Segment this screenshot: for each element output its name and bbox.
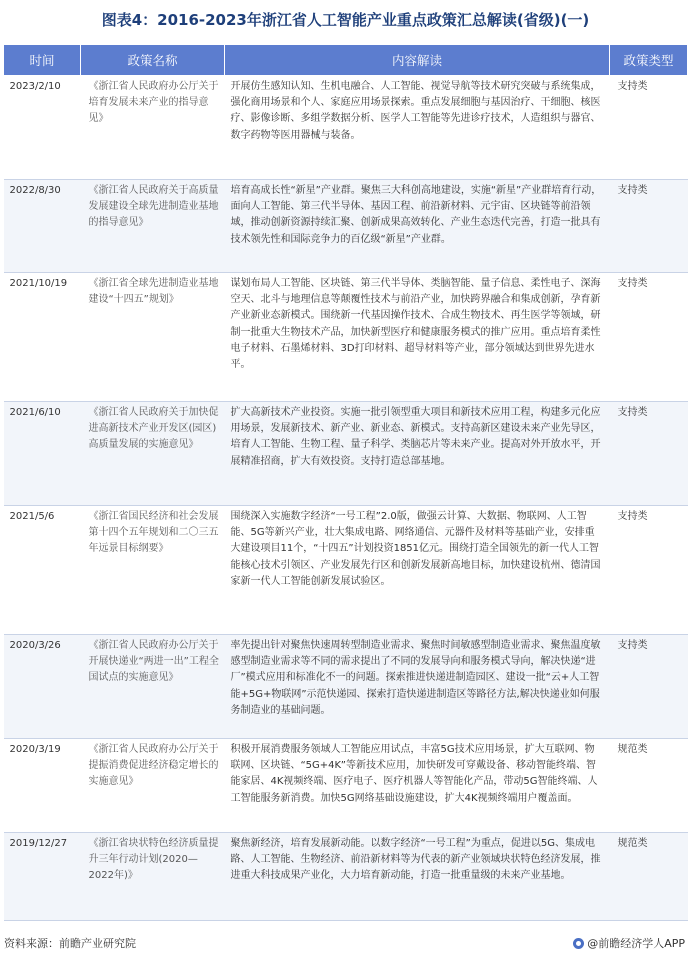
cell-date: 2021/5/6 — [4, 506, 81, 635]
cell-type: 支持类 — [610, 635, 688, 739]
cell-policy: 《浙江省人民政府办公厅关于培育发展未来产业的指导意见》 — [81, 76, 225, 180]
policy-table — [3, 44, 688, 921]
table-row — [4, 635, 688, 739]
cell-type: 规范类 — [610, 833, 688, 921]
cell-policy: 《浙江省块状特色经济质量提升三年行动计划(2020—2022年)》 — [81, 833, 225, 921]
cell-content: 谋划布局人工智能、区块链、第三代半导体、类脑智能、量子信息、柔性电子、深海空天、北斗与地理信息等颠覆性技术与前沿产业，加快跨界融合和集成创新，孕育新产业新业态新模式。围绕新一代基因操作技术、合成生物技术、再生医学等领域，研制一批重大生物技术产品，加快新型医疗和健康服务模式的推广应用。重点培育柔性电子材料、石墨烯材料、3D打印材料、超导材料等产业，部分领域达到世界先进水平。 — [225, 273, 610, 402]
brand-credit — [573, 935, 685, 951]
cell-policy: 《浙江省人民政府办公厅关于开展快递业“两进一出”工程全国试点的实施意见》 — [81, 635, 225, 739]
cell-content: 扩大高新技术产业投资。实施一批引领型重大项目和新技术应用工程，构建多元化应用场景，发展新技术、新产业、新业态、新模式。支持高新区建设未来产业先导区，培育人工智能、生物工程、量子科学、类脑芯片等未来产业。提高对外开放水平，开展精准招商，扩大有效投资。支持打造总部基地。 — [225, 402, 610, 506]
chart-title: 图表4：2016-2023年浙江省人工智能产业重点政策汇总解读(省级)(一) — [101, 11, 590, 29]
brand-text: @前瞻经济学人APP — [587, 937, 685, 950]
header-content: 内容解读 — [225, 45, 610, 76]
cell-date: 2020/3/19 — [4, 739, 81, 833]
cell-date: 2023/2/10 — [4, 76, 81, 180]
table-row — [4, 739, 688, 833]
cell-type: 支持类 — [610, 76, 688, 180]
header-date: 时间 — [4, 45, 81, 76]
qianzhan-logo-icon — [573, 938, 584, 949]
table-row — [4, 273, 688, 402]
table-row — [4, 833, 688, 921]
cell-policy: 《浙江省人民政府关于加快促进高新技术产业开发区(园区)高质量发展的实施意见》 — [81, 402, 225, 506]
table-row — [4, 506, 688, 635]
cell-policy: 《浙江省人民政府关于高质量发展建设全球先进制造业基地的指导意见》 — [81, 180, 225, 273]
cell-content: 围绕深入实施数字经济“一号工程”2.0版，做强云计算、大数据、物联网、人工智能、5G等新兴产业，壮大集成电路、网络通信、元器件及材料等基础产业，安排重大建设项目11个，“十四五”计划投资1851亿元。围绕打造全国领先的新一代人工智能核心技术引领区、产业发展先行区和创新发展新高地目标，加快建设杭州、德清国家新一代人工智能创新发展试验区。 — [225, 506, 610, 635]
cell-date: 2022/8/30 — [4, 180, 81, 273]
cell-type: 支持类 — [610, 506, 688, 635]
cell-date: 2021/6/10 — [4, 402, 81, 506]
data-source: 资料来源：前瞻产业研究院 — [4, 937, 136, 950]
cell-type: 支持类 — [610, 273, 688, 402]
cell-content: 培育高成长性“新星”产业群。聚焦三大科创高地建设，实施“新星”产业群培育行动，面向人工智能、第三代半导体、基因工程、前沿新材料、元宇宙、区块链等前沿领域，推动创新资源持续汇聚、创新成果高效转化、产业生态迭代完善，打造一批具有技术领先性和国际竞争力的百亿级“新星”产业群。 — [225, 180, 610, 273]
cell-content: 开展仿生感知认知、生机电融合、人工智能、视觉导航等技术研究突破与系统集成，强化商用场景和个人、家庭应用场景探索。重点发展细胞与基因治疗、干细胞、核医疗、影像诊断、多组学数据分析、医学人工智能等先进诊疗技术，人造组织与器官、数字药物等医用器械与装备。 — [225, 76, 610, 180]
cell-type: 支持类 — [610, 402, 688, 506]
cell-date: 2019/12/27 — [4, 833, 81, 921]
header-policy: 政策名称 — [81, 45, 225, 76]
cell-date: 2021/10/19 — [4, 273, 81, 402]
table-row — [4, 402, 688, 506]
cell-content: 积极开展消费服务领域人工智能应用试点，丰富5G技术应用场景，扩大互联网、物联网、区块链、“5G+4K”等新技术应用，加快研发可穿戴设备、移动智能终端、智能家居、4K视频终端、医疗电子、医疗机器人等智能化产品，带动5G智能终端、人工智能服务新消费。加快5G网络基础设施建设，扩大4K视频终端用户覆盖面。 — [225, 739, 610, 833]
header-type: 政策类型 — [610, 45, 688, 76]
cell-policy: 《浙江省全球先进制造业基地建设“十四五”规划》 — [81, 273, 225, 402]
table-row — [4, 76, 688, 180]
cell-content: 率先提出针对聚焦快速周转型制造业需求、聚焦时间敏感型制造业需求、聚焦温度敏感型制造业需求等不同的需求提出了不同的发展导向和服务模式导向，解决快递“进厂”模式应用和标准化不一的问题。探索推进快递进制造园区、建设一批“云+人工智能+5G+物联网”示范快递园、探索打造快递进制造区等路径方法,解决快递业如何服务制造业的基础问题。 — [225, 635, 610, 739]
cell-type: 支持类 — [610, 180, 688, 273]
cell-type: 规范类 — [610, 739, 688, 833]
cell-policy: 《浙江省人民政府办公厅关于提振消费促进经济稳定增长的实施意见》 — [81, 739, 225, 833]
table-row — [4, 180, 688, 273]
cell-content: 聚焦新经济，培育发展新动能。以数字经济“一号工程”为重点，促进以5G、集成电路、人工智能、生物经济、前沿新材料等为代表的新产业领域块状特色经济发展，推进重大科技成果产业化，大力培育新动能，打造一批重量级的未来产业基地。 — [225, 833, 610, 921]
cell-date: 2020/3/26 — [4, 635, 81, 739]
table-header-row — [4, 45, 688, 76]
cell-policy: 《浙江省国民经济和社会发展第十四个五年规划和二〇三五年远景目标纲要》 — [81, 506, 225, 635]
